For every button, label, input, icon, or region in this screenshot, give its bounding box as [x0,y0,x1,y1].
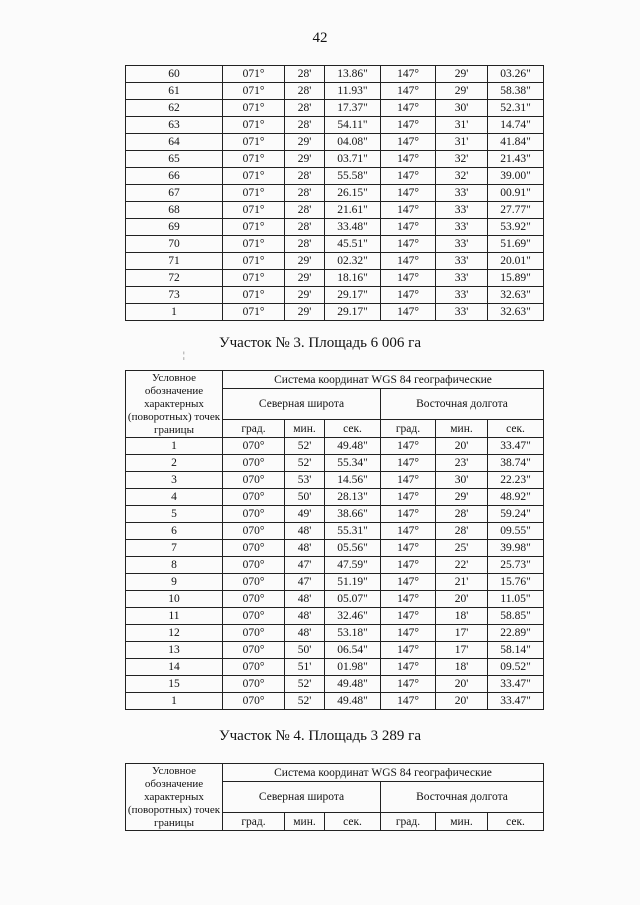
cell-lat-min: 29' [285,151,325,168]
cell-lon-min: 33' [436,219,488,236]
table-row [126,676,544,693]
coordinates-table-plot-3 [125,370,544,710]
cell-lat-deg: 071° [223,304,285,321]
cell-point-number: 1 [126,693,223,710]
cell-point-number: 60 [126,66,223,83]
cell-lat-sec: 03.71" [325,151,381,168]
cell-lon-min: 18' [436,608,488,625]
cell-point-number: 7 [126,540,223,557]
table-row [126,151,544,168]
cell-lat-min: 29' [285,304,325,321]
cell-lat-min: 28' [285,168,325,185]
cell-point-number: 5 [126,506,223,523]
cell-lat-sec: 53.18" [325,625,381,642]
cell-lat-sec: 17.37" [325,100,381,117]
cell-lat-sec: 29.17" [325,287,381,304]
cell-lat-sec: 14.56" [325,472,381,489]
cell-lon-min: 23' [436,455,488,472]
cell-point-number: 12 [126,625,223,642]
cell-lon-sec: 58.85" [488,608,544,625]
table-row [126,608,544,625]
cell-lon-deg: 147° [381,438,436,455]
cell-lat-deg: 070° [223,574,285,591]
cell-lat-min: 52' [285,676,325,693]
cell-lat-sec: 06.54" [325,642,381,659]
cell-lat-deg: 071° [223,134,285,151]
table-row [126,100,544,117]
cell-lon-sec: 33.47" [488,676,544,693]
cell-lon-deg: 147° [381,642,436,659]
cell-lat-min: 28' [285,236,325,253]
cell-lon-sec: 39.00" [488,168,544,185]
cell-point-number: 71 [126,253,223,270]
cell-lon-deg: 147° [381,236,436,253]
header-coordinate-system: Система координат WGS 84 географические [223,371,544,389]
cell-lon-deg: 147° [381,523,436,540]
cell-lat-deg: 070° [223,625,285,642]
table-row [126,523,544,540]
header-lon-sec: сек. [488,813,544,831]
section-title-plot-3: Участок № 3. Площадь 6 006 га [219,335,421,351]
table-row [126,557,544,574]
cell-point-number: 69 [126,219,223,236]
cell-lon-min: 30' [436,472,488,489]
cell-lon-deg: 147° [381,693,436,710]
cell-lat-min: 29' [285,287,325,304]
table-row [126,506,544,523]
cell-lon-sec: 32.63" [488,304,544,321]
cell-lat-deg: 071° [223,168,285,185]
table-row [126,642,544,659]
table-row [126,236,544,253]
cell-lat-deg: 071° [223,236,285,253]
cell-lat-sec: 47.59" [325,557,381,574]
page-number: 42 [312,30,328,46]
cell-lat-min: 28' [285,117,325,134]
cell-lat-sec: 38.66" [325,506,381,523]
cell-lon-min: 31' [436,117,488,134]
cell-lat-deg: 070° [223,472,285,489]
cell-point-number: 10 [126,591,223,608]
cell-lat-sec: 28.13" [325,489,381,506]
cell-lat-min: 52' [285,438,325,455]
table-row [126,591,544,608]
cell-lon-deg: 147° [381,202,436,219]
cell-lon-min: 33' [436,253,488,270]
cell-lat-min: 28' [285,185,325,202]
cell-point-number: 4 [126,489,223,506]
cell-lon-deg: 147° [381,608,436,625]
cell-lon-deg: 147° [381,472,436,489]
header-lon-min: мин. [436,420,488,438]
cell-lat-sec: 54.11" [325,117,381,134]
cell-lon-deg: 147° [381,219,436,236]
cell-lat-min: 48' [285,608,325,625]
cell-lon-deg: 147° [381,489,436,506]
cell-lon-sec: 51.69" [488,236,544,253]
cell-point-number: 14 [126,659,223,676]
cell-point-number: 65 [126,151,223,168]
cell-lon-sec: 11.05" [488,591,544,608]
cell-lat-deg: 070° [223,591,285,608]
cell-point-number: 62 [126,100,223,117]
cell-lat-min: 48' [285,625,325,642]
cell-lon-deg: 147° [381,625,436,642]
cell-lat-deg: 071° [223,202,285,219]
cell-lat-deg: 070° [223,659,285,676]
cell-point-number: 1 [126,438,223,455]
cell-lon-sec: 14.74" [488,117,544,134]
cell-lon-min: 17' [436,625,488,642]
cell-lon-deg: 147° [381,659,436,676]
header-lat-min: мин. [285,813,325,831]
table-row [126,83,544,100]
cell-lon-deg: 147° [381,151,436,168]
header-lon-deg: град. [381,813,436,831]
cell-lon-min: 32' [436,151,488,168]
cell-lat-sec: 51.19" [325,574,381,591]
cell-lon-deg: 147° [381,591,436,608]
cell-lon-sec: 33.47" [488,438,544,455]
cell-lon-sec: 59.24" [488,506,544,523]
cell-lat-sec: 49.48" [325,693,381,710]
cell-lat-deg: 071° [223,219,285,236]
cell-lon-deg: 147° [381,540,436,557]
cell-lon-min: 30' [436,100,488,117]
cell-lon-sec: 33.47" [488,693,544,710]
cell-point-number: 64 [126,134,223,151]
cell-lat-sec: 45.51" [325,236,381,253]
cell-point-number: 6 [126,523,223,540]
cell-lat-min: 48' [285,523,325,540]
cell-lat-sec: 21.61" [325,202,381,219]
header-coordinate-system: Система координат WGS 84 географические [223,764,544,782]
cell-point-number: 2 [126,455,223,472]
cell-lat-min: 29' [285,134,325,151]
cell-lon-min: 17' [436,642,488,659]
cell-lat-sec: 13.86" [325,66,381,83]
table-row [126,219,544,236]
cell-lat-sec: 55.34" [325,455,381,472]
cell-point-number: 13 [126,642,223,659]
cell-lon-min: 20' [436,676,488,693]
cell-lon-deg: 147° [381,557,436,574]
table-row [126,540,544,557]
cell-lat-deg: 070° [223,438,285,455]
table-row [126,574,544,591]
cell-lon-min: 18' [436,659,488,676]
header-lon-sec: сек. [488,420,544,438]
cell-lon-sec: 52.31" [488,100,544,117]
cell-lon-sec: 25.73" [488,557,544,574]
cell-lon-sec: 09.52" [488,659,544,676]
cell-lon-deg: 147° [381,117,436,134]
cell-point-number: 66 [126,168,223,185]
cell-point-number: 11 [126,608,223,625]
cell-lon-min: 29' [436,83,488,100]
cell-lon-min: 21' [436,574,488,591]
cell-lat-sec: 02.32" [325,253,381,270]
cell-lon-deg: 147° [381,455,436,472]
cell-lat-min: 28' [285,202,325,219]
header-lat-sec: сек. [325,420,381,438]
cell-lat-deg: 070° [223,506,285,523]
cell-lat-min: 49' [285,506,325,523]
cell-lat-sec: 29.17" [325,304,381,321]
cell-lon-min: 31' [436,134,488,151]
cell-lon-min: 25' [436,540,488,557]
cell-lat-deg: 070° [223,676,285,693]
cell-lat-min: 47' [285,574,325,591]
cell-lat-sec: 05.07" [325,591,381,608]
cell-lat-deg: 070° [223,523,285,540]
cell-lat-min: 28' [285,100,325,117]
cell-lat-deg: 071° [223,100,285,117]
cell-lat-deg: 070° [223,489,285,506]
coordinates-table-plot-4 [125,763,544,831]
cell-lon-min: 20' [436,591,488,608]
cell-lon-sec: 41.84" [488,134,544,151]
cell-point-number: 63 [126,117,223,134]
table-row [126,134,544,151]
cell-lat-sec: 18.16" [325,270,381,287]
cell-lat-min: 51' [285,659,325,676]
cell-lat-deg: 071° [223,66,285,83]
cell-lon-min: 29' [436,66,488,83]
cell-lat-sec: 01.98" [325,659,381,676]
cell-lat-min: 48' [285,540,325,557]
table-row [126,270,544,287]
cell-lon-deg: 147° [381,304,436,321]
cell-point-number: 70 [126,236,223,253]
cell-point-number: 68 [126,202,223,219]
cell-lat-sec: 49.48" [325,676,381,693]
cell-lon-sec: 15.76" [488,574,544,591]
cell-lon-sec: 48.92" [488,489,544,506]
cell-lat-deg: 071° [223,270,285,287]
cell-lat-min: 50' [285,489,325,506]
cell-lat-deg: 070° [223,540,285,557]
coordinates-table-continued [125,65,544,321]
cell-lat-min: 29' [285,270,325,287]
header-lat-min: мин. [285,420,325,438]
cell-lon-deg: 147° [381,574,436,591]
table-row [126,168,544,185]
cell-lon-sec: 09.55" [488,523,544,540]
cell-lon-deg: 147° [381,66,436,83]
cell-lon-sec: 39.98" [488,540,544,557]
table-row [126,202,544,219]
stray-mark: ¦ [183,350,185,360]
table-row [126,438,544,455]
cell-lon-min: 33' [436,185,488,202]
cell-lat-min: 48' [285,591,325,608]
coordinates-table-body [126,66,544,321]
cell-lat-deg: 071° [223,117,285,134]
table-row [126,66,544,83]
cell-lat-min: 53' [285,472,325,489]
cell-lat-deg: 070° [223,455,285,472]
cell-lon-sec: 38.74" [488,455,544,472]
table-row [126,185,544,202]
coordinates-table-body [126,438,544,710]
cell-lon-min: 22' [436,557,488,574]
cell-lon-sec: 22.23" [488,472,544,489]
cell-lon-min: 29' [436,489,488,506]
header-lat-deg: град. [223,420,285,438]
header-lon-min: мин. [436,813,488,831]
cell-lon-deg: 147° [381,83,436,100]
header-lat-deg: град. [223,813,285,831]
cell-lon-deg: 147° [381,253,436,270]
cell-lon-min: 20' [436,693,488,710]
cell-lon-min: 33' [436,236,488,253]
cell-lat-deg: 070° [223,608,285,625]
cell-point-number: 1 [126,304,223,321]
header-condition: Условное обозначение характерных (поворотных) точек границы [126,764,223,831]
cell-point-number: 73 [126,287,223,304]
header-condition: Условное обозначение характерных (поворотных) точек границы [126,371,223,438]
cell-lat-min: 28' [285,66,325,83]
cell-point-number: 8 [126,557,223,574]
cell-lon-deg: 147° [381,185,436,202]
cell-lat-sec: 55.58" [325,168,381,185]
cell-lat-deg: 071° [223,287,285,304]
header-east-longitude: Восточная долгота [381,389,544,420]
cell-lon-min: 33' [436,304,488,321]
cell-lon-sec: 58.38" [488,83,544,100]
cell-lon-min: 33' [436,202,488,219]
cell-lat-min: 29' [285,253,325,270]
cell-lat-sec: 32.46" [325,608,381,625]
cell-lat-min: 28' [285,219,325,236]
cell-lon-deg: 147° [381,676,436,693]
cell-lat-min: 52' [285,693,325,710]
cell-lon-deg: 147° [381,287,436,304]
cell-point-number: 67 [126,185,223,202]
cell-lat-deg: 071° [223,253,285,270]
cell-lat-sec: 26.15" [325,185,381,202]
cell-lat-sec: 05.56" [325,540,381,557]
cell-lon-min: 28' [436,506,488,523]
cell-lon-sec: 32.63" [488,287,544,304]
cell-point-number: 9 [126,574,223,591]
cell-lon-sec: 21.43" [488,151,544,168]
cell-lat-deg: 070° [223,693,285,710]
cell-lat-sec: 55.31" [325,523,381,540]
cell-lat-deg: 071° [223,151,285,168]
cell-point-number: 61 [126,83,223,100]
table-row [126,455,544,472]
header-lon-deg: град. [381,420,436,438]
table-row [126,304,544,321]
cell-lon-sec: 53.92" [488,219,544,236]
header-lat-sec: сек. [325,813,381,831]
cell-lon-sec: 20.01" [488,253,544,270]
cell-lat-min: 28' [285,83,325,100]
cell-lon-deg: 147° [381,270,436,287]
header-north-latitude: Северная широта [223,782,381,813]
cell-lat-sec: 04.08" [325,134,381,151]
cell-lon-sec: 22.89" [488,625,544,642]
cell-lon-sec: 03.26" [488,66,544,83]
cell-point-number: 15 [126,676,223,693]
cell-lat-deg: 070° [223,557,285,574]
cell-point-number: 3 [126,472,223,489]
cell-lon-deg: 147° [381,168,436,185]
table-row [126,659,544,676]
table-row [126,117,544,134]
section-title-plot-4: Участок № 4. Площадь 3 289 га [219,728,421,744]
table-row [126,693,544,710]
cell-point-number: 72 [126,270,223,287]
cell-lat-min: 50' [285,642,325,659]
header-east-longitude: Восточная долгота [381,782,544,813]
table-row [126,287,544,304]
cell-lon-deg: 147° [381,134,436,151]
cell-lon-sec: 27.77" [488,202,544,219]
cell-lon-sec: 58.14" [488,642,544,659]
cell-lon-min: 28' [436,523,488,540]
cell-lat-sec: 49.48" [325,438,381,455]
cell-lat-min: 52' [285,455,325,472]
cell-lon-sec: 00.91" [488,185,544,202]
cell-lat-deg: 070° [223,642,285,659]
table-row [126,472,544,489]
table-row [126,489,544,506]
table-row [126,625,544,642]
cell-lat-min: 47' [285,557,325,574]
cell-lat-sec: 33.48" [325,219,381,236]
cell-lon-deg: 147° [381,506,436,523]
cell-lat-sec: 11.93" [325,83,381,100]
cell-lon-min: 20' [436,438,488,455]
cell-lat-deg: 071° [223,83,285,100]
cell-lat-deg: 071° [223,185,285,202]
cell-lon-min: 32' [436,168,488,185]
header-north-latitude: Северная широта [223,389,381,420]
table-row [126,253,544,270]
cell-lon-deg: 147° [381,100,436,117]
cell-lon-min: 33' [436,287,488,304]
cell-lon-sec: 15.89" [488,270,544,287]
cell-lon-min: 33' [436,270,488,287]
